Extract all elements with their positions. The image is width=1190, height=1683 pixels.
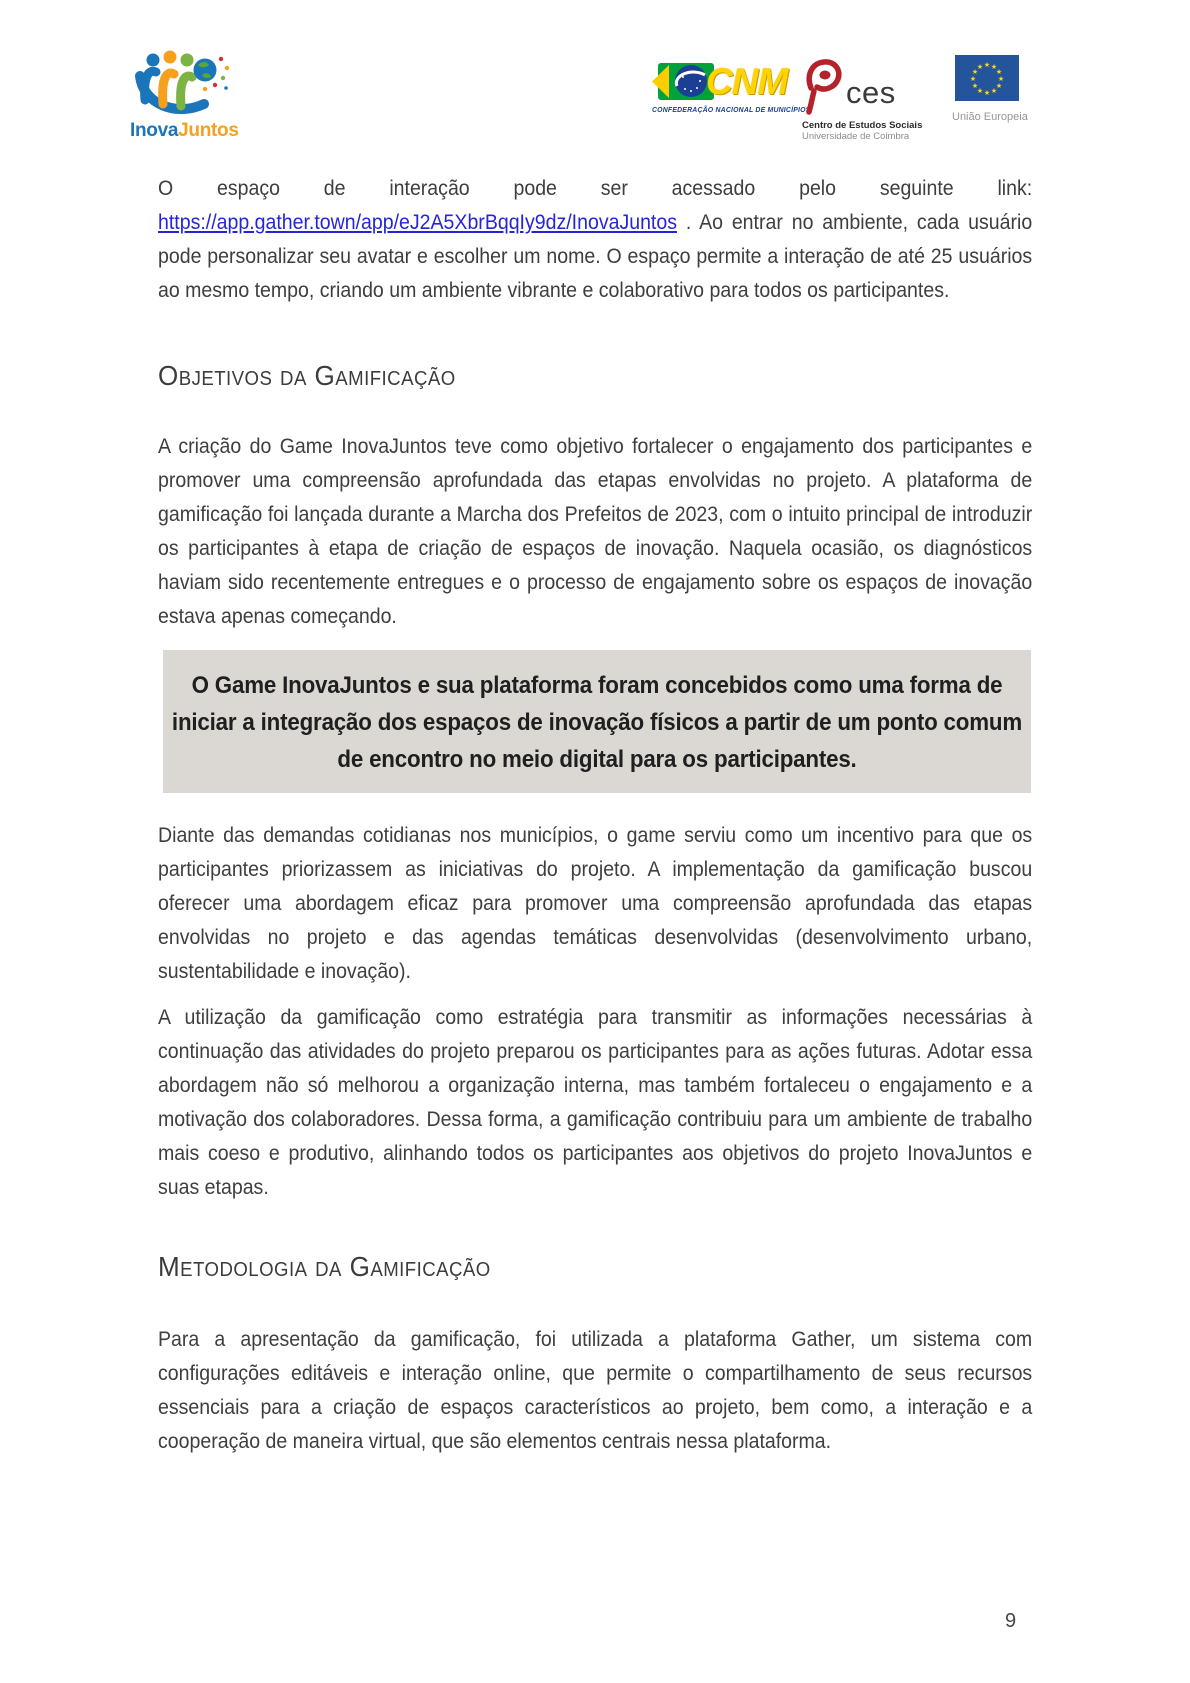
ces-caption-line1: Centro de Estudos Sociais [802, 120, 923, 131]
document-body [158, 172, 1098, 1459]
eu-star-icon: ★ [983, 89, 991, 97]
eu-star-icon: ★ [971, 68, 979, 76]
paragraph-demandas: Diante das demandas cotidianas nos municípios, o game serviu como um incentivo para que os participantes priorizassem as iniciativas do projeto. A implementação da gamificação buscou oferecer uma abordagem eficaz para promover uma compreensão aprofundada das etapas envolvidas no projeto e das agendas temáticas desenvolvidas (desenvolvimento urbano, sustentabilidade e inovação). [158, 824, 1033, 983]
page-number: 9 [1005, 1610, 1017, 1632]
inovajuntos-word-juntos: Juntos [178, 120, 239, 141]
inovajuntos-logo-text [130, 120, 240, 142]
cnm-logo [652, 60, 811, 114]
ces-logo [802, 52, 942, 142]
cnm-abbr: CNM [706, 61, 788, 102]
page-header [0, 0, 1190, 160]
ces-abbr: ces [846, 75, 896, 110]
eu-logo [952, 55, 1028, 123]
cnm-caption: CONFEDERAÇÃO NACIONAL DE MUNICÍPIOS [652, 107, 811, 114]
eu-star-icon: ★ [983, 61, 991, 69]
callout-line: de encontro no meio digital para os participantes. [337, 746, 857, 773]
paragraph-metodologia: Para a apresentação da gamificação, foi utilizada a plataforma Gather, um sistema com configurações editáveis e interação online, que permite o compartilhamento de seus recursos essenciais para a criação de espaços característicos ao projeto, bem como, a interação e a cooperação de maneira virtual, que são elementos centrais nessa plataforma. [158, 1328, 1033, 1453]
callout-line: iniciar a integração dos espaços de inovação físicos a partir de um ponto comum [171, 709, 1023, 736]
inovajuntos-logo [130, 48, 240, 142]
inovajuntos-word-inova: Inova [130, 120, 179, 141]
eu-star-icon: ★ [990, 87, 998, 95]
eu-flag-icon [955, 55, 1019, 101]
eu-star-icon: ★ [971, 82, 979, 90]
ces-caption-line2: Universidade de Coimbra [802, 131, 910, 142]
paragraph-intro [158, 172, 1032, 308]
eu-star-icon: ★ [995, 82, 1003, 90]
eu-star-icon: ★ [976, 87, 984, 95]
cnm-flag-icon [652, 60, 714, 104]
paragraph-objetivos: A criação do Game InovaJuntos teve como objetivo fortalecer o engajamento dos participantes e promover uma compreensão aprofundada das etapas envolvidas no projeto. A plataforma de gamificação foi lançada durante a Marcha dos Prefeitos de 2023, com o intuito principal de introduzir os participantes à etapa de criação de espaços de inovação. Naquela ocasião, os diagnósticos haviam sido recentemente entregues e o processo de engajamento sobre os espaços de inovação estava apenas começando. [158, 435, 1033, 628]
inovajuntos-logo-icon [130, 48, 234, 114]
eu-star-icon: ★ [990, 63, 998, 71]
gather-town-link[interactable]: https://app.gather.town/app/eJ2A5XbrBqqIy9dz/InovaJuntos [158, 211, 677, 234]
section-heading-objetivos: Objetivos da Gamificação [158, 360, 456, 391]
paragraph-intro-pre: O espaço de interação pode ser acessado pelo seguinte link: [158, 177, 1033, 200]
eu-star-icon: ★ [995, 68, 1003, 76]
callout-text [163, 667, 1031, 778]
section-heading-metodologia: Metodologia da Gamificação [158, 1251, 491, 1282]
eu-caption: União Europeia [952, 111, 1028, 123]
callout-box [163, 650, 1031, 793]
callout-line: O Game InovaJuntos e sua plataforma foram concebidos como uma forma de [191, 672, 1003, 699]
paragraph-utilizacao: A utilização da gamificação como estratégia para transmitir as informações necessárias à continuação das atividades do projeto preparou os participantes para as ações futuras. Adotar essa abordagem não só melhorou a organização interna, mas também fortaleceu o engajamento e a motivação dos colaboradores. Dessa forma, a gamificação contribuiu para um ambiente de trabalho mais coeso e produtivo, alinhando todos os participantes aos objetivos do projeto InovaJuntos e suas etapas. [158, 1006, 1033, 1199]
eu-star-icon: ★ [976, 63, 984, 71]
eu-star-icon: ★ [997, 75, 1005, 83]
eu-star-icon: ★ [969, 75, 977, 83]
paragraph-intro-post: . Ao entrar no ambiente, cada usuário pode personalizar seu avatar e escolher um nome. O espaço permite a interação de até 25 usuários ao mesmo tempo, criando um ambiente vibrante e colaborativo para todos os participantes. [158, 211, 1033, 302]
ces-symbol-icon [802, 54, 844, 116]
